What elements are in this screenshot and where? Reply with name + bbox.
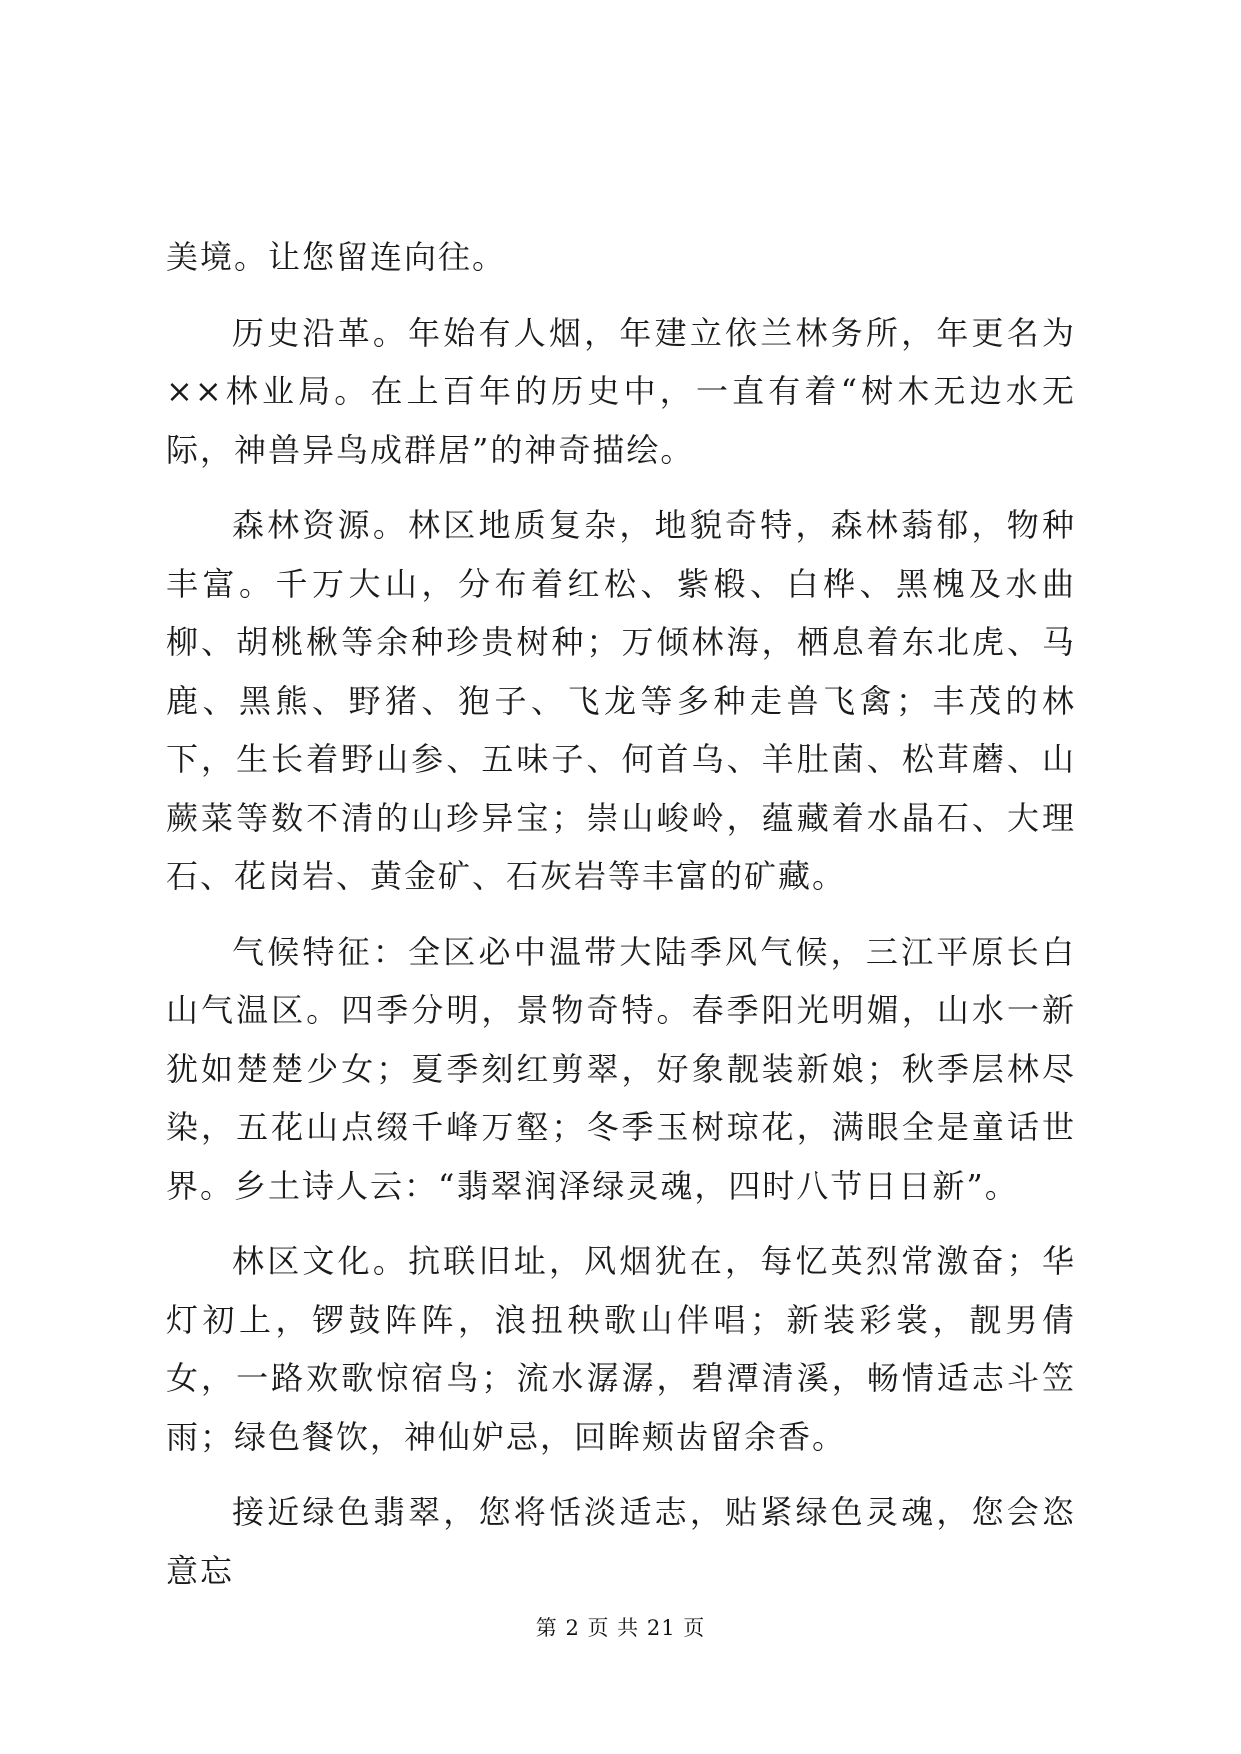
paragraph-climate: 气候特征：全区必中温带大陆季风气候，三江平原长白山气温区。四季分明，景物奇特。春季阳光明媚，山水一新犹如楚楚少女；夏季刻红剪翠，好象靓装新娘；秋季层林尽染，五花山点缀千峰万壑；冬季玉树琼花，满眼全是童话世界。乡土诗人云：“翡翠润泽绿灵魂，四时八节日日新”。 bbox=[166, 932, 1076, 1205]
page-number-footer: 第 2 页 共 21 页 bbox=[535, 1616, 706, 1640]
paragraph-closing: 接近绿色翡翠，您将恬淡适志，贴紧绿色灵魂，您会恣意忘 bbox=[166, 1493, 1076, 1590]
document-body bbox=[166, 228, 1076, 1617]
paragraph-culture: 林区文化。抗联旧址，风烟犹在，每忆英烈常激奋；华灯初上，锣鼓阵阵，浪扭秧歌山伴唱；新装彩裳，靓男倩女，一路欢歌惊宿鸟；流水潺潺，碧潭清溪，畅情适志斗笠雨；绿色餐饮，神仙妒忌，回眸颊齿留余香。 bbox=[166, 1242, 1076, 1456]
paragraph-forest-resources: 森林资源。林区地质复杂，地貌奇特，森林蓊郁，物种丰富。千万大山，分布着红松、紫椴、白桦、黑槐及水曲柳、胡桃楸等余种珍贵树种；万倾林海，栖息着东北虎、马鹿、黑熊、野猪、狍子、飞龙等多种走兽飞禽；丰茂的林下，生长着野山参、五味子、何首乌、羊肚菌、松茸蘑、山蕨菜等数不清的山珍异宝；崇山峻岭，蕴藏着水晶石、大理石、花岗岩、黄金矿、石灰岩等丰富的矿藏。 bbox=[166, 506, 1076, 895]
paragraph-history: 历史沿革。年始有人烟，年建立依兰林务所，年更名为××林业局。在上百年的历史中，一直有着“树木无边水无际，神兽异鸟成群居”的神奇描绘。 bbox=[166, 313, 1076, 469]
paragraph-continuation: 美境。让您留连向往。 bbox=[166, 238, 507, 276]
